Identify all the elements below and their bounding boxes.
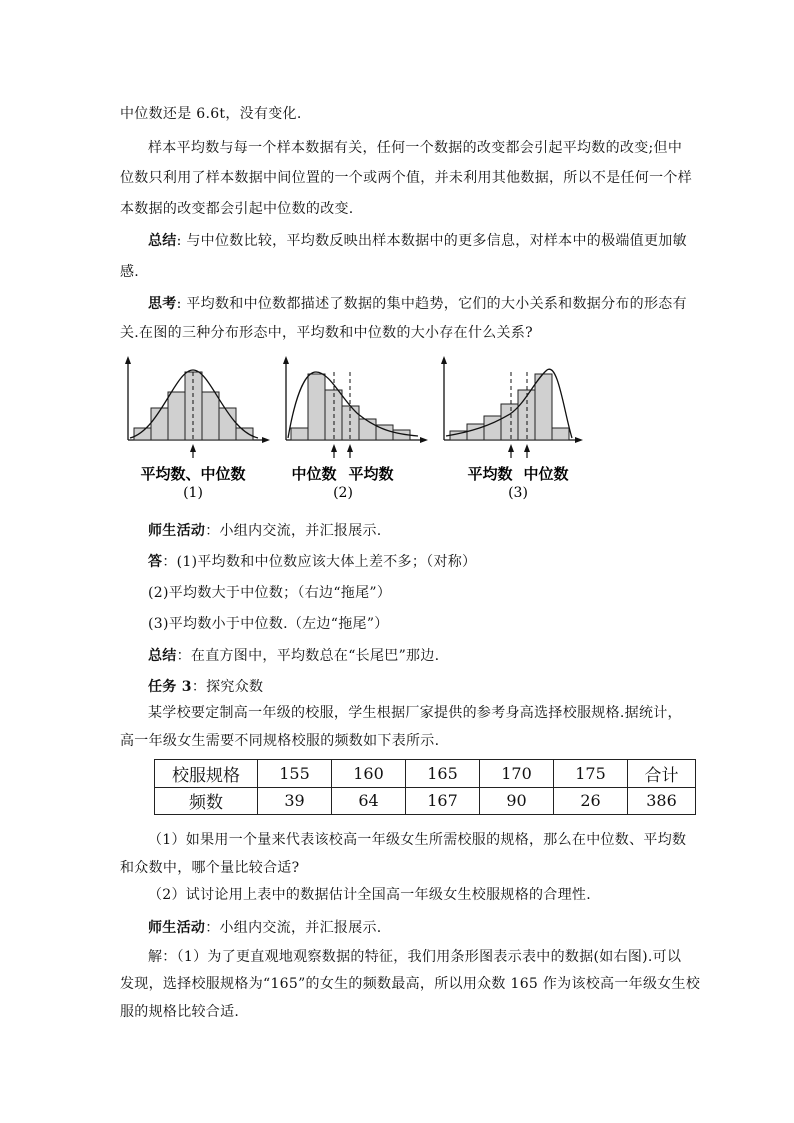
text-line: 发现，选择校服规格为“165”的女生的频数最高，所以用众数 165 作为该校高一年级女生校: [120, 976, 701, 992]
figure1-number: (1): [183, 485, 203, 501]
activity-text: ：小组内交流，并汇报展示.: [205, 920, 382, 936]
answer-label: 答: [148, 554, 163, 570]
text-line: 和众数中，哪个量比较合适?: [120, 860, 300, 876]
table-cell: 64: [332, 787, 406, 815]
table-header-row: [155, 760, 696, 788]
task-heading: [148, 676, 263, 696]
text-line: (2)平均数大于中位数；（右边“拖尾”）: [148, 585, 392, 601]
summary-text: ：在直方图中，平均数总在“长尾巴”那边.: [176, 648, 440, 664]
text-line: （2）试讨论用上表中的数据估计全国高一年级女生校服规格的合理性.: [148, 887, 591, 903]
histogram-right-skewed: [283, 356, 428, 501]
table-cell: 26: [554, 787, 628, 815]
text-line: 本数据的改变都会引起中位数的改变.: [120, 201, 354, 217]
table-cell: 386: [628, 787, 696, 815]
table-cell: 39: [258, 787, 332, 815]
figure2-number: (2): [333, 485, 353, 501]
think-text: : 平均数和中位数都描述了数据的集中趋势，它们的大小关系和数据分布的形态有: [176, 296, 687, 312]
figure3-mean-label: 平均数: [467, 465, 513, 483]
table-cell: 合计: [628, 760, 696, 788]
summary-label: 总结: [148, 233, 177, 249]
text-line: 感.: [120, 264, 140, 280]
figure2-mean-label: 平均数: [348, 465, 394, 483]
activity-paragraph: [148, 917, 382, 937]
table-cell: 90: [480, 787, 554, 815]
table-cell: 160: [332, 760, 406, 788]
think-paragraph: [148, 293, 687, 313]
table-cell: 155: [258, 760, 332, 788]
table-cell: 165: [406, 760, 480, 788]
text-line: 样本平均数与每一个样本数据有关，任何一个数据的改变都会引起平均数的改变;但中: [148, 140, 683, 156]
figure2-median-label: 中位数: [291, 465, 337, 483]
table-cell: 175: [554, 760, 628, 788]
text-line: 服的规格比较合适.: [120, 1004, 240, 1020]
uniform-size-table: [154, 759, 696, 815]
answer-paragraph: [148, 551, 476, 571]
activity-label: 师生活动: [148, 920, 206, 936]
text-line: 中位数还是 6.6t，没有变化.: [120, 106, 302, 122]
text-line: 关.在图的三种分布形态中，平均数和中位数的大小存在什么关系?: [120, 325, 533, 341]
summary-paragraph: [148, 230, 687, 250]
summary-label: 总结: [148, 648, 177, 664]
text-line: 解：（1）为了更直观地观察数据的特征，我们用条形图表示表中的数据(如右图).可以: [148, 949, 682, 965]
table-cell: 频数: [155, 787, 258, 815]
answer-text: ：(1)平均数和中位数应该大体上差不多；（对称）: [162, 554, 477, 570]
text-line: 位数只利用了样本数据中间位置的一个或两个值，并未利用其他数据，所以不是任何一个样: [120, 170, 692, 186]
text-line: （1）如果用一个量来代表该校高一年级女生所需校服的规格，那么在中位数、平均数: [148, 832, 687, 848]
table-row: [155, 787, 696, 815]
histogram-symmetric: [125, 356, 270, 501]
activity-label: 师生活动: [148, 523, 206, 539]
table-cell: 校服规格: [155, 760, 258, 788]
summary-text: : 与中位数比较，平均数反映出样本数据中的更多信息，对样本中的极端值更加敏: [176, 233, 687, 249]
table-cell: 167: [406, 787, 480, 815]
figure3-median-label: 中位数: [523, 465, 569, 483]
task-label: 任务 3: [148, 679, 192, 695]
table-cell: 170: [480, 760, 554, 788]
figure3-number: (3): [508, 485, 528, 501]
text-line: 某学校要定制高一年级的校服，学生根据厂家提供的参考身高选择校服规格.据统计，: [148, 705, 682, 721]
text-line: 高一年级女生需要不同规格校服的频数如下表所示.: [120, 733, 440, 749]
distribution-figures: [0, 352, 794, 512]
activity-paragraph: [148, 520, 382, 540]
text-line: (3)平均数小于中位数.（左边“拖尾”）: [148, 616, 389, 632]
summary-paragraph: [148, 645, 439, 665]
think-label: 思考: [148, 296, 177, 312]
figure1-label: 平均数、中位数: [140, 465, 246, 483]
histogram-left-skewed: [441, 356, 583, 501]
activity-text: ：小组内交流，并汇报展示.: [205, 523, 382, 539]
task-text: ：探究众数: [191, 679, 264, 695]
